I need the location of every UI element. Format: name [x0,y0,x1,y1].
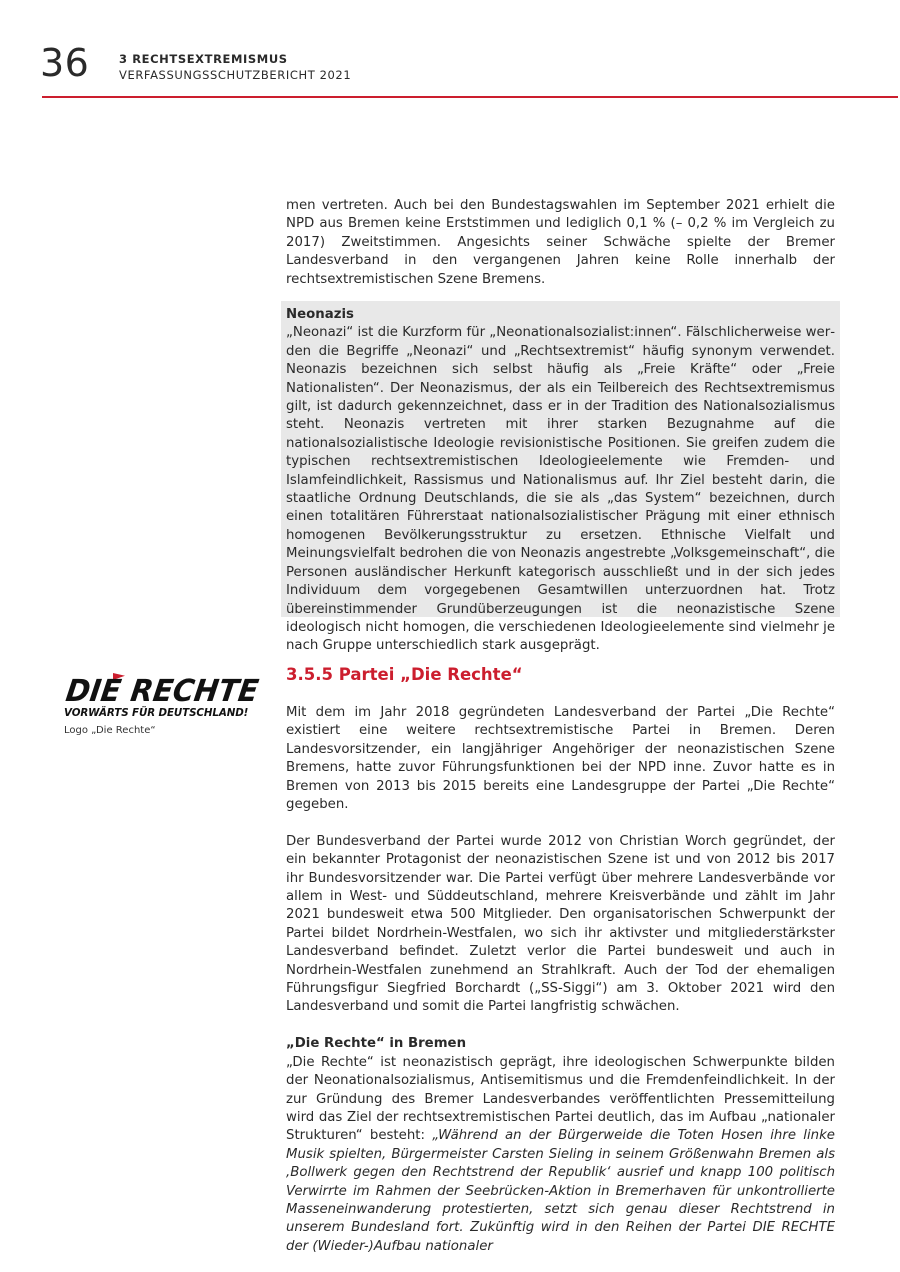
running-header-chapter: 3 RECHTSEXTREMISMUS [119,52,288,66]
paragraph-3-text: „Die Rechte“ ist neonazistisch geprägt, ihre ideologischen Schwerpunkte bilden der Neonationalsozialismus, Antisemitismus und die Fremdenfeindlichkeit. In der zur Gründung des Bremer Landesverbandes veröffentlichten Pressemitteilung wird das Ziel der rechtsextremistischen Partei deutlich, das im Aufbau „nationaler Strukturen“ besteht: [286,1054,835,1144]
section-body [286,704,835,1256]
party-logo [63,672,261,719]
section-heading: 3.5.5 Partei „Die Rechte“ [286,665,523,684]
page-number: 36 [40,41,90,85]
section-paragraph-1: Mit dem im Jahr 2018 gegründeten Landesverband der Partei „Die Rechte“ existiert eine weitere rechtsextremistische Partei in Bremen. Deren Landesvorsitzender, ein langjähriger Angehöriger der neonazistischen Szene Bremens, hatte zuvor Führungsfunktionen bei der NPD inne. Zuvor hatte es in Bremen von 2013 bis 2015 bereits eine Landesgruppe der Partei „Die Rechte“ gegeben. [286,705,835,813]
logo-wordmark: DIE RECHTE [63,672,261,709]
header-divider [42,96,898,98]
paragraph-3-quote: „Während an der Bürgerweide die Toten Hosen ihre linke Musik spielten, Bürgermeister Carsten Sieling in seinem Größenwahn Bremen als ‚Bollwerk gegen den Rechtstrend der Republik‘ ausrief und knapp 100 politisch Verwirrte im Rahmen der Seebrücken-Aktion in Bremerhaven für unkontrollierte Masseneinwanderung protestierten, setzt sich genau dieser Rechtstrend in unserem Bundesland fort. Zukünftig wird in den Reihen der Partei DIE RECHTE der (Wieder-)Aufbau nationaler [286,1128,835,1254]
intro-paragraph: men vertreten. Auch bei den Bundestagswahlen im September 2021 erhielt die NPD aus Bremen keine Erststimmen und lediglich 0,1 % (– 0,2 % im Vergleich zu 2017) Zweitstimmen. Angesichts seiner Schwäche spielte der Bremer Landesverband in den vergangenen Jahren keine Rolle innerhalb der rechtsextremistischen Szene Bremens. [286,198,835,287]
section-paragraph-2: Der Bundesverband der Partei wurde 2012 von Christian Worch gegründet, der ein bekannter Protagonist der neonazistischen Szene ist und von 2012 bis 2017 ihr Bundesvorsitzender war. Die Partei verfügt über mehrere Landesverbände vor allem in West- und Süddeutschland, mehrere Kreisverbände und zählt im Jahr 2021 bundesweit etwa 500 Mitglieder. Den organisatorischen Schwerpunkt der Partei bildet Nordrhein-Westfalen, wo sich ihr aktivster und mitgliederstärkster Landesverband befindet. Zuletzt verlor die Partei bundesweit und auch in Nordrhein-Westfalen zunehmend an Strahlkraft. Auch der Tod der ehemaligen Führungsfigur Siegfried Borchardt („SS-Siggi“) am 3. Oktober 2021 wird den Landesverband und somit die Partei langfristig schwächen. [286,833,835,1015]
subsection-heading: „Die Rechte“ in Bremen [286,1036,467,1052]
section-paragraph-3 [286,1054,835,1256]
info-box-text: „Neonazi“ ist die Kurzform für „Neonationalsozialist:innen“. Fälschlicherweise werden die Begriffe „Neonazi“ und „Rechtsextremist“ häufig synonym verwendet. Neonazis bezeichnen sich selbst häufig als „Freie Kräfte“ oder „Freie Nationalisten“. Der Neonazismus, der als ein Teilbereich des Rechtsextremismus gilt, ist dadurch gekennzeichnet, dass er in der Tradition des Nationalsozialismus steht. Neonazis vertreten mit ihrer starken Bezugnahme auf die nationalsozialistische Ideologie revisionistische Positionen. Sie greifen zudem die typischen rechtsextremistischen Ideologieelemente wie Fremden- und Islamfeindlichkeit, Rassismus und Nationalismus auf. Ihr Ziel besteht darin, die staatliche Ordnung Deutschlands, die sie als „das System“ bezeichnen, durch einen totalitären Führerstaat nationalsozialistischer Prägung mit einer ethnisch homogenen Bevölkerungsstruktur zu ersetzen. Ethnische Vielfalt und Meinungsvielfalt bedrohen die von Neonazis angestrebte „Volksgemeinschaft“, die Personen ausländischer Herkunft kategorisch ausschließt und in der sich jedes Individuum dem vorgegebenen Gesamtwillen unterzuordnen hat. Trotz übereinstimmender Grundüberzeugungen ist die neonazistische Szene ideologisch nicht homogen, die verschiedenen Ideologieelemente sind vielmehr je nach Gruppe unterschiedlich stark ausgeprägt. [286,325,835,654]
info-box-title: Neonazis [286,307,354,322]
running-header-subtitle: VERFASSUNGSSCHUTZBERICHT 2021 [119,68,352,82]
logo-slogan: VORWÄRTS FÜR DEUTSCHLAND! [64,707,249,719]
intro-text [286,197,835,289]
info-box-neonazis [281,301,840,654]
info-box-content [286,306,835,656]
logo-caption: Logo „Die Rechte“ [64,725,156,736]
